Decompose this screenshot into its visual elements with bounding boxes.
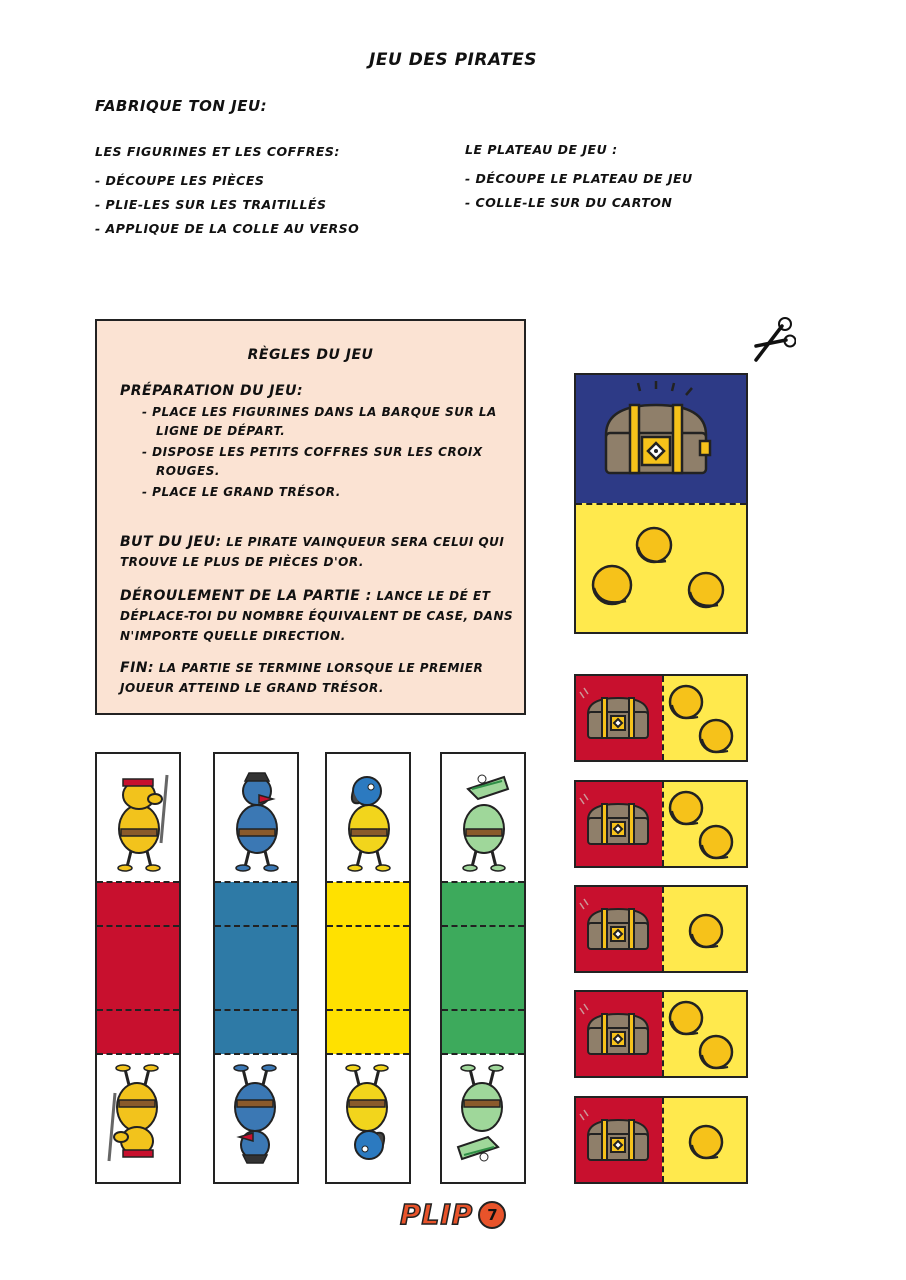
page-title: JEU DES PIRATES xyxy=(369,50,537,70)
fold-line xyxy=(442,925,524,927)
fold-line xyxy=(327,925,409,927)
coin xyxy=(690,1126,722,1158)
small-chest-tile xyxy=(574,1096,748,1184)
small-chest-icon xyxy=(576,1098,662,1182)
instructions-board xyxy=(465,142,805,215)
instructions-board-heading: LE PLATEAU DE JEU : xyxy=(465,142,618,157)
fold-line xyxy=(327,881,409,883)
rules-play-title: DÉROULEMENT DE LA PARTIE : xyxy=(120,588,372,604)
rules-goal xyxy=(120,532,515,572)
coin xyxy=(670,1002,702,1034)
small-chest-icon xyxy=(576,782,662,866)
rules-play xyxy=(120,586,515,646)
small-chest-icon xyxy=(576,992,662,1076)
fold-line xyxy=(97,1009,179,1011)
rules-end xyxy=(120,658,515,698)
gold-coins-icon xyxy=(576,503,746,632)
gold-coins-icon xyxy=(662,1098,746,1182)
rules-goal-text: LE PIRATE VAINQUEUR SERA CELUI QUI TROUVE LE PLUS DE PIÈCES D'OR. xyxy=(120,535,505,569)
list-item: - APPLIQUE DE LA COLLE AU VERSO xyxy=(95,221,360,236)
rules-box xyxy=(95,319,526,715)
small-chest-tile xyxy=(574,674,748,762)
figure-strip-crocodile xyxy=(440,752,526,1184)
small-chest-tile xyxy=(574,990,748,1078)
list-item: - COLLE-LE SUR DU CARTON xyxy=(465,195,673,210)
scissors-icon xyxy=(752,316,796,364)
rules-end-title: FIN: xyxy=(120,660,155,676)
page-subtitle: FABRIQUE TON JEU: xyxy=(95,97,268,115)
fold-line xyxy=(442,1009,524,1011)
list-item: - DÉCOUPE LES PIÈCES xyxy=(95,173,265,188)
instructions-board-list xyxy=(465,167,805,215)
gold-coins-icon xyxy=(662,782,746,866)
small-chest-icon xyxy=(576,676,662,760)
rules-play-text: LANCE LE DÉ ET DÉPLACE-TOI DU NOMBRE ÉQUIVALENT DE CASE, DANS N'IMPORTE QUELLE DIRECTION. xyxy=(120,589,514,643)
fold-line xyxy=(327,1009,409,1011)
fold-line xyxy=(215,925,297,927)
coin xyxy=(700,720,732,752)
gold-coins-icon xyxy=(662,676,746,760)
small-chest-icon xyxy=(576,887,662,971)
rules-preparation-item: - PLACE LES FIGURINES DANS LA BARQUE SUR LA LIGNE DE DÉPART. xyxy=(142,405,497,438)
figure-strip-pirate-bird xyxy=(213,752,299,1184)
figure-color-band xyxy=(215,882,297,1054)
coin xyxy=(700,1036,732,1068)
fold-line xyxy=(215,881,297,883)
figure-color-band xyxy=(327,882,409,1054)
logo-text: PLIP xyxy=(400,1198,474,1231)
fold-line xyxy=(97,925,179,927)
pirate-dog-figure-icon xyxy=(97,755,179,881)
coin xyxy=(593,528,723,607)
fold-line xyxy=(215,1009,297,1011)
gold-coins-icon xyxy=(662,992,746,1076)
coin xyxy=(670,792,702,824)
parrot-figure-icon xyxy=(327,1055,409,1181)
rules-end-text: LA PARTIE SE TERMINE LORSQUE LE PREMIER JOUEUR ATTEIND LE GRAND TRÉSOR. xyxy=(120,661,484,695)
rules-preparation-title: PRÉPARATION DU JEU: xyxy=(120,383,304,399)
coin xyxy=(700,826,732,858)
rules-goal-title: BUT DU JEU: xyxy=(120,534,222,550)
list-item: - PLIE-LES SUR LES TRAITILLÉS xyxy=(95,197,327,212)
coin xyxy=(690,915,722,947)
gold-coins-icon xyxy=(662,887,746,971)
figure-strip-pirate-dog xyxy=(95,752,181,1184)
pirate-bird-figure-icon xyxy=(215,1055,297,1181)
logo xyxy=(400,1198,506,1231)
small-chest-tile xyxy=(574,885,748,973)
pirate-bird-figure-icon xyxy=(215,755,297,881)
fold-line xyxy=(442,881,524,883)
small-chest-tile xyxy=(574,780,748,868)
pirate-dog-figure-icon xyxy=(97,1055,179,1181)
parrot-figure-icon xyxy=(327,755,409,881)
issue-badge: 7 xyxy=(478,1201,506,1229)
instructions-pieces-heading: LES FIGURINES ET LES COFFRES: xyxy=(95,144,340,159)
rules-preparation-item: - PLACE LE GRAND TRÉSOR. xyxy=(142,485,341,499)
crocodile-figure-icon xyxy=(442,1055,524,1181)
instructions-pieces xyxy=(95,144,435,241)
big-treasure-board xyxy=(574,373,748,634)
list-item: - DÉCOUPE LE PLATEAU DE JEU xyxy=(465,171,693,186)
figure-color-band xyxy=(97,882,179,1054)
coin xyxy=(670,686,702,718)
rules-preparation-item: - DISPOSE LES PETITS COFFRES SUR LES CROIX ROUGES. xyxy=(142,445,483,478)
rules-title: RÈGLES DU JEU xyxy=(247,347,374,363)
rules-preparation xyxy=(120,381,515,502)
figure-color-band xyxy=(442,882,524,1054)
crocodile-figure-icon xyxy=(442,755,524,881)
fold-line xyxy=(97,881,179,883)
instructions-pieces-list xyxy=(95,169,435,241)
figure-strip-parrot xyxy=(325,752,411,1184)
